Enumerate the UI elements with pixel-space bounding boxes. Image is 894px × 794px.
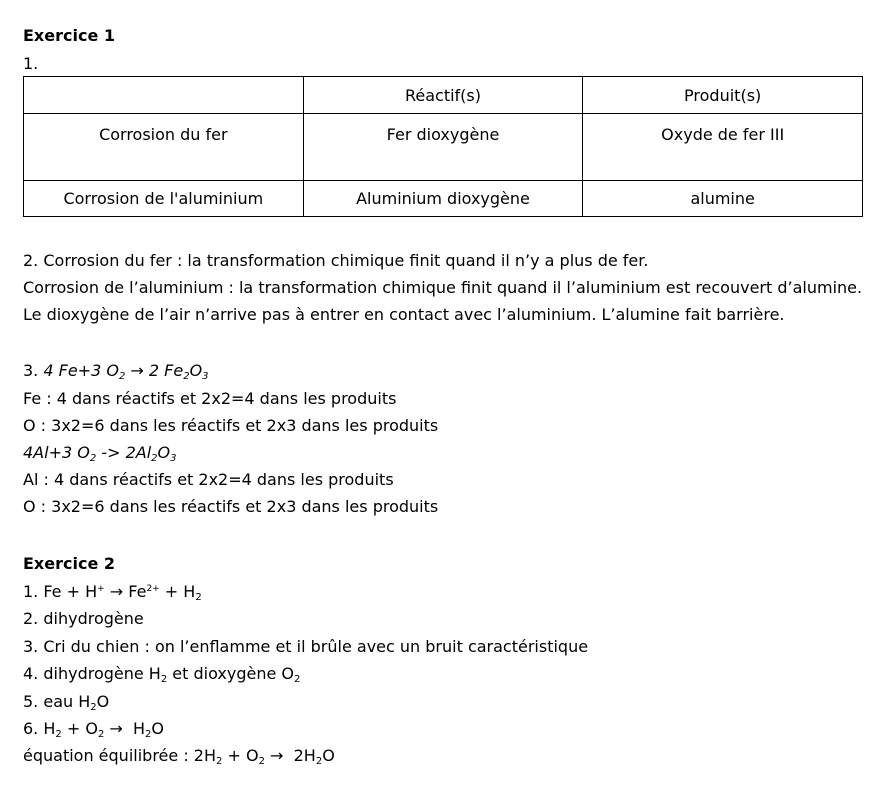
table-cell: Corrosion du fer [24, 114, 304, 181]
balanced-prefix: équation équilibrée : [23, 746, 194, 765]
aluminium-equation: 4Al+3 $O_2 -> 2Al_2O_3$ [23, 443, 177, 464]
table-cell: alumine [583, 181, 863, 217]
table-cell: Fer dioxygène [303, 114, 583, 181]
al-count-line: Al : 4 dans réactifs et 2x2=4 dans les produits [23, 470, 394, 489]
ex2-q6: 6. $H_2 + O_2 \to H_2O$ [23, 719, 164, 740]
table-cell: Corrosion de l'aluminium [24, 181, 304, 217]
o-count-line-1: O : 3x2=6 dans les réactifs et 2x3 dans les produits [23, 416, 439, 435]
ex2-balanced-equation: équation équilibrée : $2H_2 + O_2 \to 2H_2O$ [23, 746, 335, 767]
table-header-cell [24, 77, 304, 114]
question-1-label: 1. [23, 54, 39, 73]
table-row [24, 114, 863, 181]
table-cell: Aluminium dioxygène [303, 181, 583, 217]
ex2-q3: 3. Cri du chien : on l’enflamme et il brûle avec un bruit caractéristique [23, 637, 589, 656]
table-header-row [24, 77, 863, 114]
table-header-cell: Produit(s) [583, 77, 863, 114]
ex2-q2: 2. dihydrogène [23, 609, 144, 628]
q2-line-2: Corrosion de l’aluminium : la transformation chimique finit quand il l’aluminium est recouvert d’alumine. [23, 278, 863, 297]
ex2-q1: 1. $Fe + H^+ \to Fe^{2+} + H_2$ [23, 582, 202, 603]
iron-equation: 3. 4 Fe+3 $O_2 \to 2$ $Fe_2O_3$ [23, 361, 209, 382]
table-row [24, 181, 863, 217]
table-cell: Oxyde de fer III [583, 114, 863, 181]
table-header-cell: Réactif(s) [303, 77, 583, 114]
ex2-q4: 4. dihydrogène $H_2$ et dioxygène $O_2$ [23, 664, 301, 685]
exercise-2-title: Exercice 2 [23, 554, 115, 573]
exercise-1-title: Exercice 1 [23, 26, 115, 45]
ex2-q5: 5. eau $H_2O$ [23, 692, 110, 713]
fe-count-line: Fe : 4 dans réactifs et 2x2=4 dans les produits [23, 389, 397, 408]
reaction-table [23, 76, 863, 217]
q2-line-1: 2. Corrosion du fer : la transformation chimique finit quand il n’y a plus de fer. [23, 251, 649, 270]
o-count-line-2: O : 3x2=6 dans les réactifs et 2x3 dans les produits [23, 497, 439, 516]
q2-line-3: Le dioxygène de l’air n’arrive pas à entrer en contact avec l’aluminium. L’alumine fait barrière. [23, 305, 785, 324]
q3-prefix: 3. [23, 361, 44, 380]
